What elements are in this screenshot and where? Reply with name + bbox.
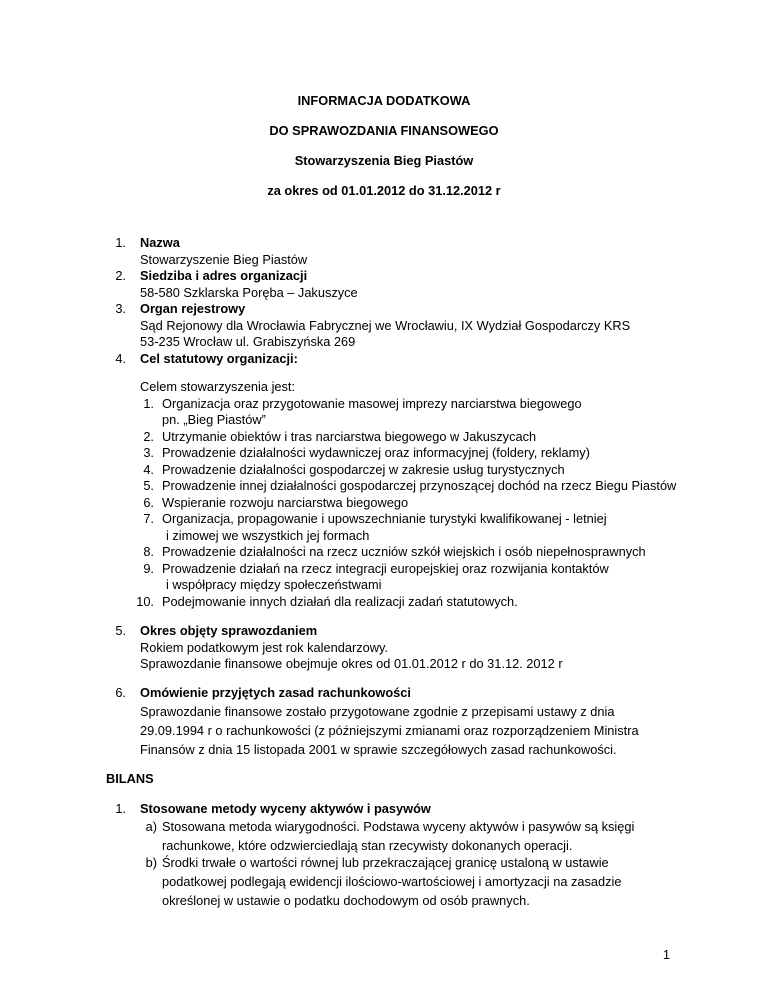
title-line-2: DO SPRAWOZDANIA FINANSOWEGO <box>269 123 499 138</box>
section-text: Stowarzyszenie Bieg Piastów <box>140 251 308 267</box>
section-number: 5. <box>115 623 126 638</box>
list-item-number: 9. <box>143 560 154 576</box>
section-number: 4. <box>115 350 126 366</box>
section-title: Siedziba i adres organizacji <box>140 268 308 283</box>
section-title: Okres objęty sprawozdaniem <box>140 623 318 638</box>
section-title: Omówienie przyjętych zasad rachunkowości <box>140 685 411 700</box>
list-item-number: 1. <box>143 395 154 411</box>
list-item-number: 2. <box>143 428 154 444</box>
section-text: Sprawozdanie finansowe obejmuje okres od 01.01.2012 r do 31.12. 2012 r <box>140 656 563 671</box>
list-item: Prowadzenie działalności wydawniczej oraz informacyjnej (foldery, reklamy) <box>162 445 590 460</box>
list-item: Środki trwałe o wartości równej lub przekraczającej granicę ustaloną w ustawie <box>162 855 609 870</box>
list-item: Organizacja oraz przygotowanie masowej imprezy narciarstwa biegowego <box>162 395 582 411</box>
list-item-number: 5. <box>143 478 154 493</box>
list-item: Utrzymanie obiektów i tras narciarstwa biegowego w Jakuszycach <box>162 428 537 444</box>
section-text: 53-235 Wrocław ul. Grabiszyńska 269 <box>140 334 356 349</box>
section-text: 58-580 Szklarska Poręba – Jakuszyce <box>140 284 358 300</box>
section-title: Nazwa <box>140 235 180 250</box>
section-text: Sąd Rejonowy dla Wrocławia Fabrycznej we Wrocławiu, IX Wydział Gospodarczy KRS <box>140 317 631 333</box>
list-item: Prowadzenie działalności gospodarczej w zakresie usług turystycznych <box>162 461 565 477</box>
bilans-heading: BILANS <box>106 771 154 786</box>
list-item-number: 10. <box>136 593 154 609</box>
list-item: określonej w ustawie o podatku dochodowym od osób prawnych. <box>162 893 530 908</box>
list-item-number: 4. <box>143 461 154 477</box>
list-item: Prowadzenie działalności na rzecz uczniów szkół wiejskich i osób niepełnosprawnych <box>162 544 646 559</box>
list-item-number: 6. <box>143 494 154 510</box>
section-number: 6. <box>115 685 126 700</box>
section-number: 1. <box>115 235 126 250</box>
section-title: Stosowane metody wyceny aktywów i pasywów <box>140 801 431 816</box>
list-item-letter: b) <box>145 855 157 870</box>
title-line-1: INFORMACJA DODATKOWA <box>297 93 471 108</box>
list-item: Organizacja, propagowanie i upowszechnianie turystyki kwalifikowanej - letniej <box>162 511 607 526</box>
section-number: 1. <box>115 801 126 816</box>
title-line-3: Stowarzyszenia Bieg Piastów <box>294 153 474 168</box>
list-item: Prowadzenie innej działalności gospodarczej przynoszącej dochód na rzecz Biegu Piastów <box>162 478 677 493</box>
list-item-letter: a) <box>145 818 157 834</box>
section-text: Sprawozdanie finansowe zostało przygotowane zgodnie z przepisami ustawy z dnia <box>140 704 615 719</box>
list-item: Prowadzenie działań na rzecz integracji europejskiej oraz rozwijania kontaktów <box>162 560 609 576</box>
page-number: 1 <box>662 947 670 962</box>
title-line-4: za okres od 01.01.2012 do 31.12.2012 r <box>267 183 501 198</box>
section-title: Organ rejestrowy <box>140 301 246 316</box>
list-item-number: 7. <box>143 511 154 526</box>
section-number: 3. <box>115 301 126 316</box>
section-text: Finansów z dnia 15 listopada 2001 w sprawie szczegółowych zasad rachunkowości. <box>140 742 617 757</box>
list-item-number: 8. <box>143 544 154 559</box>
list-item: podatkowej podlegają ewidencji ilościowo-wartościowej i amortyzacji na zasadzie <box>162 874 622 889</box>
list-item: Stosowana metoda wiarygodności. Podstawa wyceny aktywów i pasywów są księgi <box>162 818 635 834</box>
section-text: Rokiem podatkowym jest rok kalendarzowy. <box>140 639 388 655</box>
section-number: 2. <box>115 268 126 283</box>
list-item-number: 3. <box>143 445 154 460</box>
list-item: i współpracy między społeczeństwami <box>166 577 382 592</box>
list-item: pn. „Bieg Piastów” <box>162 412 266 427</box>
list-item: rachunkowe, które odzwierciedlają stan rzecywisty dokonanych operacji. <box>162 837 573 853</box>
list-item: i zimowej we wszystkich jej formach <box>166 527 370 543</box>
list-item: Podejmowanie innych działań dla realizacji zadań statutowych. <box>162 593 518 609</box>
list-item: Wspieranie rozwoju narciarstwa biegowego <box>162 494 409 510</box>
section-intro: Celem stowarzyszenia jest: <box>140 379 296 394</box>
section-text: 29.09.1994 r o rachunkowości (z późniejszymi zmianami oraz rozporządzeniem Ministra <box>140 723 639 738</box>
section-title: Cel statutowy organizacji: <box>140 350 298 366</box>
